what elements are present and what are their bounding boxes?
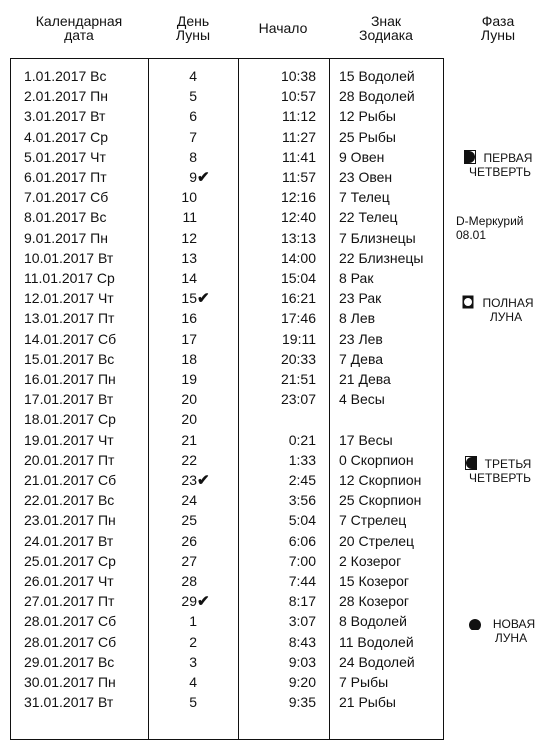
moon-day-number: 17 [181,330,197,347]
moon-day-cell [149,187,237,207]
date-cell: 22.01.2017 Вс [24,492,115,509]
header-moon-day-line2: Луны [175,27,211,43]
date-cell: 8.01.2017 Вс [24,209,107,226]
date-cell: 21.01.2017 Сб [24,472,117,488]
moon-day-number: 18 [181,350,197,367]
header-zodiac-sign-line2: Зодиака [359,27,413,43]
zodiac-sign-cell: 4 Весы [339,391,385,408]
zodiac-sign-cell: 28 Козерог [339,593,409,610]
moon-day-cell [149,86,237,106]
moon-day-cell [149,632,237,652]
moon-day-number: 23 [181,472,197,488]
header-calendar-date-line2: дата [64,27,94,43]
zodiac-sign-cell: 8 Рак [339,270,374,286]
moon-day-cell [149,571,237,591]
phase-new-moon-line1-wrap [452,616,552,631]
moon-day-number: 5 [189,694,197,711]
new-moon-icon [469,616,481,630]
zodiac-sign-cell: 7 Рыбы [339,674,389,690]
moon-day-number: 24 [181,492,197,509]
zodiac-sign-cell: 11 Водолей [339,633,414,650]
start-time-cell [238,409,328,429]
zodiac-sign-cell: 25 Скорпион [339,492,422,509]
moon-day-number: 9 [189,169,197,185]
zodiac-sign-cell: 24 Водолей [339,653,415,670]
moon-day-number: 19 [181,371,197,387]
start-time-cell: 19:11 [282,330,316,347]
moon-day-number: 2 [189,633,197,650]
start-time-cell: 17:46 [280,310,316,327]
zodiac-sign-cell: 2 Козерог [339,552,402,569]
moon-day-cell [149,167,237,187]
moon-day-number: 12 [181,229,197,246]
date-cell: 20.01.2017 Пт [24,451,115,468]
start-time-cell: 11:57 [282,169,316,185]
start-time-cell: 11:41 [282,148,316,165]
start-time-cell: 3:07 [288,613,316,630]
date-cell: 9.01.2017 Пн [24,229,108,246]
start-time-cell: 7:00 [288,552,316,569]
moon-day-cell [149,369,237,389]
moon-day-number: 28 [181,573,197,589]
phase-third-quarter-label1: ТРЕТЬЯ [484,457,532,471]
moon-day-number: 3 [189,653,197,670]
moon-day-number: 7 [189,128,197,145]
phase-new-moon-label1: НОВАЯ [492,617,536,631]
zodiac-sign-cell: 20 Стрелец [339,532,415,549]
zodiac-sign-cell: 7 Телец [339,189,390,206]
moon-day-number: 29 [181,593,197,610]
zodiac-sign-cell: 7 Близнецы [339,229,416,246]
start-time-cell: 9:03 [288,653,316,670]
moon-day-number: 1 [189,613,197,630]
date-cell: 17.01.2017 Вт [24,391,114,408]
phase-full-moon-label2: ЛУНА [489,310,523,324]
date-cell: 2.01.2017 Пн [24,88,108,105]
phase-new-moon [452,616,552,645]
date-cell: 1.01.2017 Вс [24,68,107,84]
moon-day-number: 6 [189,108,197,125]
moon-day-cell [149,591,237,611]
zodiac-sign-cell [329,409,443,429]
start-time-cell: 8:43 [288,633,316,650]
header-calendar-date-line1: Календарная [35,13,123,29]
date-cell: 10.01.2017 Вт [24,249,114,266]
zodiac-sign-cell: 7 Стрелец [339,512,407,529]
moon-day-number: 15 [181,290,197,307]
date-cell: 23.01.2017 Пн [24,512,116,529]
zodiac-sign-cell: 21 Рыбы [339,694,396,711]
date-cell: 15.01.2017 Вс [24,350,115,367]
zodiac-sign-cell: 25 Рыбы [339,128,396,145]
date-cell: 28.01.2017 Сб [24,613,117,630]
moon-day-cell [149,409,237,429]
start-time-cell: 2:45 [288,472,316,488]
date-cell: 29.01.2017 Вс [24,653,115,670]
date-cell: 27.01.2017 Пт [24,593,115,610]
moon-day-number: 10 [181,189,197,206]
phase-first-quarter-label1: ПЕРВАЯ [483,151,533,165]
moon-day-cell [149,147,237,167]
start-time-cell: 0:21 [288,431,316,448]
zodiac-sign-cell: 8 Лев [339,310,376,327]
date-cell: 26.01.2017 Чт [24,573,114,589]
moon-day-cell [149,248,237,268]
zodiac-sign-cell: 8 Водолей [339,613,407,630]
header-start [238,8,328,48]
moon-day-cell [149,551,237,571]
moon-day-cell [149,228,237,248]
start-time-cell: 10:38 [280,68,316,84]
start-time-cell: 1:33 [288,451,316,468]
moon-day-cell [149,510,237,530]
moon-day-cell [149,288,237,308]
date-cell: 24.01.2017 Вт [24,532,114,549]
moon-day-cell [149,308,237,328]
moon-day-cell [149,349,237,369]
date-cell: 28.01.2017 Сб [24,633,117,650]
last-quarter-moon-icon [465,456,477,470]
zodiac-sign-cell: 28 Водолей [339,88,415,105]
moon-day-number: 25 [181,512,197,529]
date-cell: 4.01.2017 Ср [24,128,109,145]
moon-day-cell [149,450,237,470]
zodiac-sign-cell: 0 Скорпион [339,451,414,468]
zodiac-sign-cell: 23 Лев [339,330,383,347]
moon-day-number: 4 [189,68,197,84]
phase-third-quarter [448,456,548,485]
mercury-note [456,214,548,242]
moon-day-number: 14 [181,270,197,286]
start-time-cell: 9:35 [288,694,316,711]
start-time-cell: 6:06 [288,532,316,549]
checkmark-icon: ✔ [197,290,210,308]
moon-day-number: 26 [181,532,197,549]
phase-first-quarter-line1-wrap [448,150,548,165]
phase-full-moon-line1-wrap [448,295,548,310]
moon-day-number: 8 [189,148,197,165]
start-time-cell: 21:51 [280,371,316,387]
moon-day-cell [149,106,237,126]
header-calendar-date [10,8,148,48]
zodiac-sign-cell: 21 Дева [339,371,391,387]
date-cell: 7.01.2017 Сб [24,189,109,206]
zodiac-sign-cell: 22 Телец [339,209,398,226]
moon-day-number: 4 [189,674,197,690]
date-cell: 13.01.2017 Пт [24,310,115,327]
moon-day-number: 20 [181,411,197,428]
moon-day-cell [149,531,237,551]
start-time-cell: 20:33 [280,350,316,367]
date-cell: 25.01.2017 Ср [24,552,116,569]
zodiac-sign-cell: 22 Близнецы [339,249,424,266]
phase-first-quarter [448,150,548,179]
date-cell: 6.01.2017 Пт [24,169,107,185]
phase-third-quarter-line1-wrap [448,456,548,471]
moon-day-cell [149,127,237,147]
zodiac-sign-cell: 15 Водолей [339,68,415,84]
moon-day-cell [149,66,237,86]
moon-day-number: 21 [181,431,197,448]
moon-day-cell [149,692,237,712]
header-moon-phase [444,8,552,48]
moon-day-cell [149,652,237,672]
checkmark-icon: ✔ [197,593,210,611]
start-time-cell: 5:04 [288,512,316,529]
date-cell: 31.01.2017 Вт [24,694,114,711]
zodiac-sign-cell: 15 Козерог [339,573,409,589]
checkmark-icon: ✔ [197,472,210,489]
start-time-cell: 12:16 [280,189,316,206]
zodiac-sign-cell: 23 Рак [339,290,382,307]
moon-day-cell [149,329,237,349]
phase-third-quarter-label2: ЧЕТВЕРТЬ [468,471,531,485]
mercury-note-line1: D-Меркурий [456,214,524,228]
date-cell: 30.01.2017 Пн [24,674,116,690]
header-moon-day [149,8,237,48]
moon-day-number: 5 [189,88,197,105]
zodiac-sign-cell: 17 Весы [339,431,393,448]
start-time-cell: 10:57 [280,88,316,105]
header-moon-phase-line2: Луны [480,27,516,43]
date-cell: 16.01.2017 Пн [24,371,116,387]
zodiac-sign-cell: 12 Рыбы [339,108,396,125]
start-time-cell: 11:27 [282,128,316,145]
start-time-cell: 14:00 [280,249,316,266]
full-moon-icon [462,295,474,309]
start-time-cell: 3:56 [288,492,316,509]
moon-day-number: 13 [181,249,197,266]
start-time-cell: 8:17 [288,593,316,610]
start-time-cell: 13:13 [280,229,316,246]
date-cell: 12.01.2017 Чт [24,290,114,307]
start-time-cell: 12:40 [280,209,316,226]
first-quarter-moon-icon [464,150,476,164]
date-cell: 19.01.2017 Чт [24,431,114,448]
moon-day-cell [149,470,237,490]
moon-day-number: 11 [182,209,197,226]
moon-day-number: 22 [181,451,197,468]
moon-day-number: 27 [181,552,197,569]
start-time-cell: 23:07 [280,391,316,408]
date-cell: 5.01.2017 Чт [24,148,106,165]
moon-day-cell [149,207,237,227]
header-moon-phase-line1: Фаза [481,13,515,29]
zodiac-sign-cell: 7 Дева [339,350,384,367]
moon-day-cell [149,611,237,631]
start-time-cell: 16:21 [280,290,316,307]
zodiac-sign-cell: 23 Овен [339,169,393,185]
phase-full-moon-label1: ПОЛНАЯ [482,296,534,310]
header-moon-day-line1: День [176,13,210,29]
date-cell: 11.01.2017 Ср [24,270,115,286]
date-cell: 18.01.2017 Ср [24,411,116,428]
zodiac-sign-cell: 12 Скорпион [339,472,422,488]
moon-day-number: 20 [181,391,197,408]
moon-day-cell [149,672,237,692]
start-time-cell: 9:20 [288,674,316,690]
phase-full-moon [448,295,548,324]
moon-day-cell [149,389,237,409]
checkmark-icon: ✔ [197,169,210,186]
moon-day-cell [149,430,237,450]
start-time-cell: 15:04 [280,270,316,286]
date-cell: 14.01.2017 Сб [24,330,117,347]
mercury-note-line2: 08.01 [456,228,487,242]
phase-new-moon-label2: ЛУНА [494,631,528,645]
moon-day-cell [149,268,237,288]
zodiac-sign-cell: 9 Овен [339,148,385,165]
start-time-cell: 7:44 [288,573,316,589]
moon-day-cell [149,490,237,510]
phase-first-quarter-label2: ЧЕТВЕРТЬ [468,165,531,179]
header-start-label: Начало [258,20,308,36]
start-time-cell: 11:12 [282,108,316,125]
header-zodiac-sign [329,8,443,48]
header-zodiac-sign-line1: Знак [370,13,402,29]
date-cell: 3.01.2017 Вт [24,108,106,125]
moon-day-number: 16 [181,310,197,327]
